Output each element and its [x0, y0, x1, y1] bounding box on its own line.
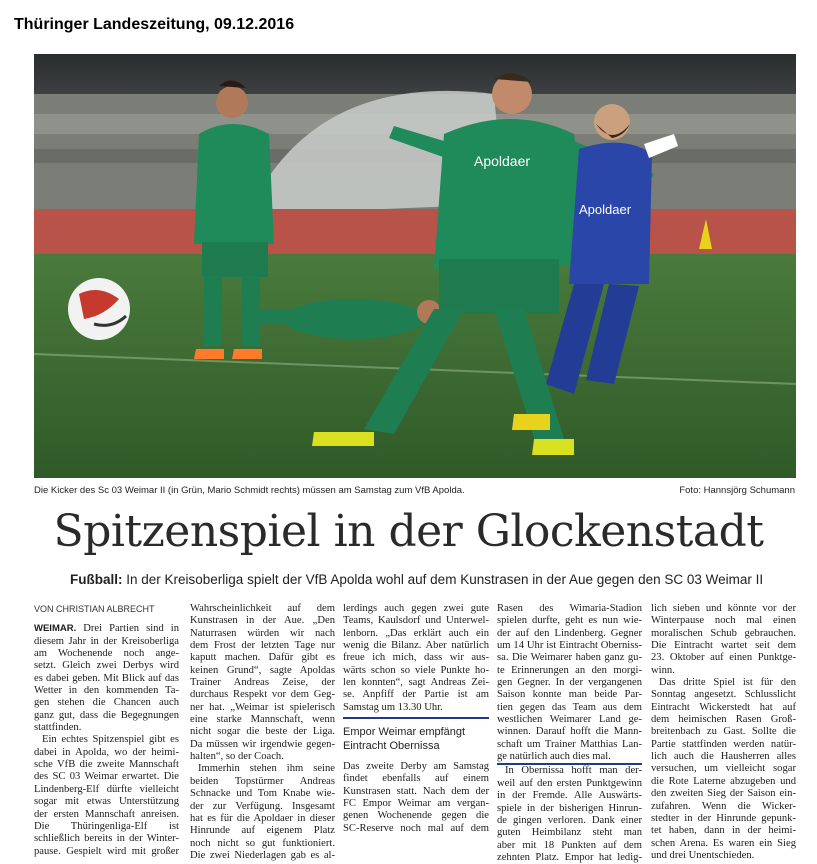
- box-rule-top: [343, 717, 489, 719]
- column-5-text: lich sieben und könnte vor der Winterpause noch mal einen moralischen Schub gebrauchen. Die Eintracht wartet seit dem 23. Oktober auf einen Punktge- winn. Das dritte Spiel ist für den Sonntag angesetzt. Schlusslicht Eintracht Wickerstedt hat auf dem heimischen Rasen Groß- breitenbach zu Gast. Sollte die Partie stattfinden werden natür- lich auch die Hausherren alles versuchen, um vielleicht sogar die Rote Laterne abzugeben und den zweiten Sieg der Saison ein- zufahren. Wenn die Wicker- stedter in der Hinrunde gepunk- tet haben, dann in der heimi- schen Arena. Es waren ein Sieg und drei Unentschieden.: [651, 603, 796, 861]
- byline: VON CHRISTIAN ALBRECHT: [34, 604, 155, 614]
- subhead-text: In der Kreisoberliga spielt der VfB Apolda wohl auf dem Kunstrasen in der Aue gegen den SC 03 Weimar II: [122, 572, 764, 587]
- column-2-text: Wahrscheinlichkeit auf dem Kunstrasen in der Aue. „Den Naturrasen würden wir nach dem Frost der letzten Tage nur kaputt machen. Dafür gibt es keinen Grund“, sagte Apoldas Trainer Andreas Zeise, der durchaus Respekt vor dem Geg- ner hat. „Weimar ist spielerisch eine starke Mannschaft, wenn nicht sogar die beste der Liga. Da müssen wir irgendwie gegen- halten“, so der Coach. Immerhin stehen ihm seine beiden Topstürmer Andreas Schnacke und Tom Knabe wie- der zur Verfügung. Insgesamt hat es für die Apoldaer in dieser Hinrunde auf eigenem Platz noch nicht so gut funktioniert. Die zwei Niederlagen gab es al-: [190, 603, 335, 861]
- sub-headline-box: Empor Weimar empfängt Eintracht Obernissa: [343, 726, 466, 753]
- column-1-text: WEIMAR. Drei Partien sind in diesem Jahr in der Kreisoberliga am Wochenende noch ange- setzt. Gleich zwei Derbys wird es dabei geben. Mit Blick auf das Wetter in den kommenden Ta- gen stehen die Chancen auch ganz gut, dass die Begegnungen stattfinden. Ein echtes Spitzenspiel gibt es dabei in Apolda, wo der heimi- sche VfB die zweite Mannschaft des SC 03 Weimar erwartet. Die Lindenberg-Elf dürfte vielleicht sogar mit etwas Unterstützung der ersten Mannschaft anreisen. Die Thüringenliga-Elf ist schließlich bereits in der Winter- pause. Gespielt wird mit großer: [34, 623, 179, 857]
- football-scene-illustration: [34, 54, 796, 478]
- photo-credit: Foto: Hannsjörg Schumann: [679, 485, 795, 496]
- article-photo: [34, 54, 796, 478]
- jersey-text-blue: Apoldaer: [579, 202, 632, 217]
- article-column-2: [190, 603, 335, 862]
- article-headline: Spitzenspiel in der Glockenstadt: [53, 506, 764, 557]
- jersey-text-green: Apoldaer: [474, 153, 531, 169]
- newspaper-source: Thüringer Landeszeitung, 09.12.2016: [14, 16, 295, 33]
- article-column-3: [343, 603, 489, 835]
- photo-caption: Die Kicker des Sc 03 Weimar II (in Grün, Mario Schmidt rechts) müssen am Samstag zum VfB Apolda.: [34, 485, 465, 496]
- article-column-1: [34, 603, 179, 858]
- article-column-4: [497, 603, 642, 864]
- column-4-text: Rasen des Wimaria-Stadion spielen durfte, geht es nun wie- der auf den Lindenberg. Gegner um 14 Uhr ist Eintracht Oberniss- sa. Die Weimarer haben ganz gu- te Erinnerungen an den morgi- gen Gegner. In der vergangenen Saison konnte man beide Par- tien gegen das Team aus dem westlichen Weimarer Land ge- winnen. Darauf hofft die Mann- schaft um Trainer Matthias Lan- ge natürlich auch dies mal. In Obernissa hofft man der- weil auf den ersten Punktgewinn in der Fremde. Alle Auswärts- spiele in der bisherigen Hinrun- de gingen verloren. Dank einer guten Heimbilanz steht man aber mit 18 Punkten auf dem zehnten Platz. Empor hat ledig-: [497, 603, 642, 863]
- dateline: WEIMAR.: [34, 623, 77, 635]
- column-3-text-a: lerdings auch gegen zwei gute Teams, Kaulsdorf und Unterwel- lenborn. „Das erklärt auch ein wenig die Bilanz. Aber natürlich freue ich mich, dass wir aus- wärts schon so viele Punkte ho- len konnten“, sagt Andreas Zei- se. Anpfiff der Partie ist am Samstag um 13.30 Uhr.: [343, 603, 489, 713]
- article-subheadline: [70, 572, 763, 587]
- column-3-text-b: Das zweite Derby am Samstag findet ebenfalls auf einem Kunstrasen statt. Nach dem der FC Empor Weimar am vergan- genen Wochenende gegen die SC-Reserve noch mal auf dem: [343, 761, 489, 834]
- article-column-5: [651, 603, 796, 862]
- subhead-kicker: Fußball:: [70, 572, 123, 587]
